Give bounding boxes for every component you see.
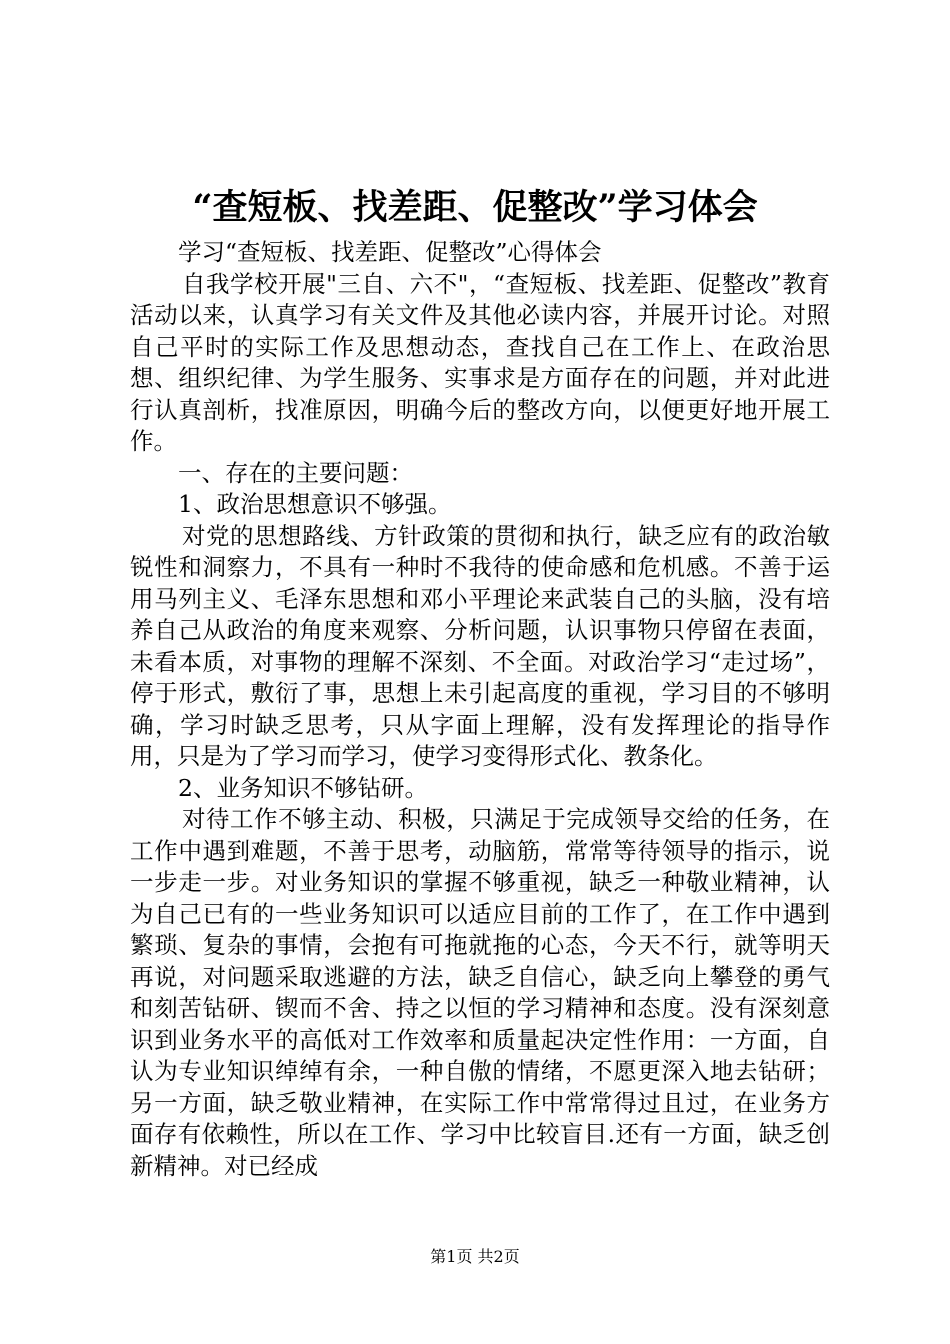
intro-paragraph: 自我学校开展"三自、六不"，“查短板、找差距、促整改”教育活动以来，认真学习有关文件及其他必读内容，并展开讨论。对照自己平时的实际工作及思想动态，查找自己在工作上、在政治思想、组织纪律、为学生服务、实事求是方面存在的问题，并对此进行认真剖析，找准原因，明确今后的整改方向，以便更好地开展工作。 [130,269,830,455]
section-heading: 一、存在的主要问题： [178,458,413,487]
subsection-heading-1: 1、政治思想意识不够强。 [178,490,452,518]
page-number-footer: 第1页 共2页 [430,1247,520,1266]
body-paragraph-2: 对待工作不够主动、积极，只满足于完成领导交给的任务，在工作中遇到难题，不善于思考，动脑筋，常常等待领导的指示，说一步走一步。对业务知识的掌握不够重视，缺乏一种敬业精神，认为自己已有的一些业务知识可以适应目前的工作了，在工作中遇到繁琐、复杂的事情，会抱有可拖就拖的心态，今天不行，就等明天再说，对问题采取逃避的方法，缺乏自信心，缺乏向上攀登的勇气和刻苦钻研、锲而不舍、持之以恒的学习精神和态度。没有深刻意识到业务水平的高低对工作效率和质量起决定性作用：一方面，自认为专业知识绰绰有余，一种自傲的情绪，不愿更深入地去钻研；另一方面，缺乏敬业精神，在实际工作中常常得过且过，在业务方面存有依赖性，所以在工作、学习中比较盲目.还有一方面，缺乏创新精神。对已经成 [130,805,830,1180]
subtitle-paragraph: 学习“查短板、找差距、促整改”心得体会 [178,238,602,266]
document-title: “查短板、找差距、促整改”学习体会 [192,187,758,228]
subsection-heading-2: 2、业务知识不够钻研。 [178,773,428,802]
body-paragraph-1: 对党的思想路线、方针政策的贯彻和执行，缺乏应有的政治敏锐性和洞察力，不具有一种时不我待的使命感和危机感。不善于运用马列主义、毛泽东思想和邓小平理论来武装自己的头脑，没有培养自己从政治的角度来观察、分析问题，认识事物只停留在表面，未看本质，对事物的理解不深刻、不全面。对政治学习“走过场”，停于形式，敷衍了事，思想上未引起高度的重视，学习目的不够明确，学习时缺乏思考，只从字面上理解，没有发挥理论的指导作用，只是为了学习而学习，使学习变得形式化、教条化。 [130,521,830,770]
document-body [130,237,830,1182]
